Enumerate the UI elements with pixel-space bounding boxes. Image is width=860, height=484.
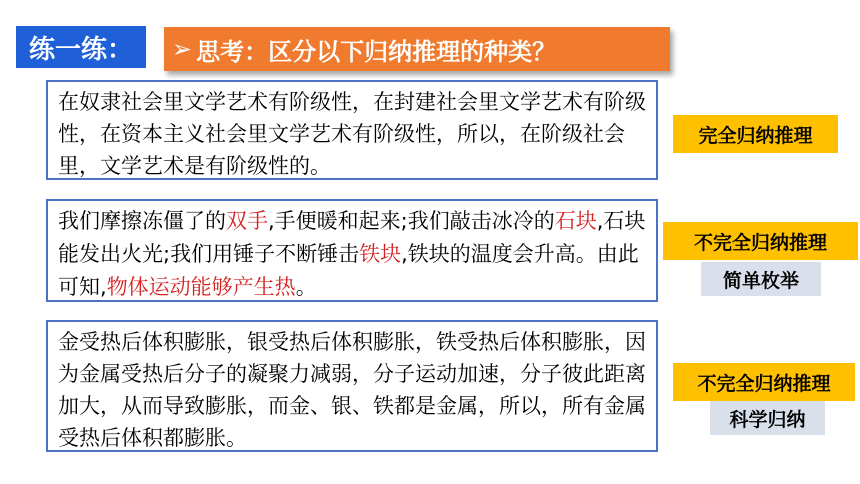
answer-tag-3: 不完全归纳推理: [673, 363, 855, 401]
practice-badge: 练一练：: [16, 26, 146, 68]
example-box-2: [46, 199, 658, 302]
question-banner: [164, 27, 670, 71]
highlight-conclusion: 物体运动能够产生热: [106, 275, 296, 299]
answer-subtag-3: 科学归纳: [710, 401, 825, 435]
answer-tag-1: 完全归纳推理: [673, 115, 838, 153]
example-text-2-part: ,石块能发出火光;我们用锤子不断锤击: [58, 209, 646, 266]
example-text-3: 金受热后体积膨胀，银受热后体积膨胀，铁受热后体积膨胀，因为金属受热后分子的凝聚力减弱，分子运动加速，分子彼此距离加大，从而导致膨胀，而金、银、铁都是金属，所以，所有金属受热后体积都膨胀。: [58, 330, 646, 450]
example-box-1: [46, 80, 658, 180]
arrow-bullet-icon: ➢: [172, 35, 193, 63]
answer-subtag-2: 简单枚举: [701, 262, 821, 296]
highlight-iron: 铁块: [359, 242, 402, 266]
answer-tag-2: 不完全归纳推理: [663, 222, 858, 260]
example-text-2-part: 。: [295, 275, 317, 299]
example-text-1: 在奴隶社会里文学艺术有阶级性，在封建社会里文学艺术有阶级性，在资本主义社会里文学艺术有阶级性，所以，在阶级社会里，文学艺术是有阶级性的。: [58, 90, 646, 178]
question-text: 思考：区分以下归纳推理的种类？: [196, 37, 557, 66]
example-text-2-part: ,手便暖和起来;我们敲击冰冷的: [268, 209, 555, 233]
highlight-stone: 石块: [554, 209, 597, 233]
example-text-2-part: ,铁块的温度会升高。由此可知,: [58, 242, 639, 299]
example-box-3: [46, 320, 658, 452]
example-text-2-part: 我们摩擦冻僵了的: [58, 209, 226, 233]
highlight-two-hands: 双手: [226, 209, 268, 233]
